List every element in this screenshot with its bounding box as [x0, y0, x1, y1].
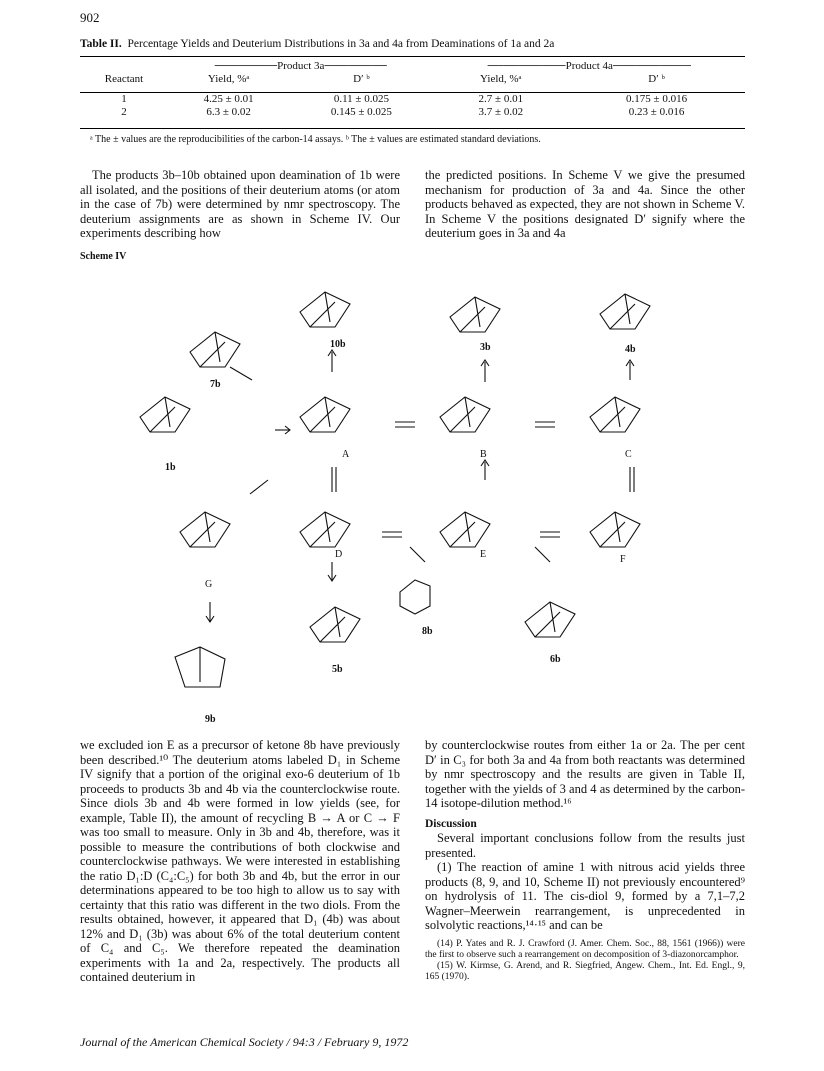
text-bottom-right: by counterclockwise routes from either 1a or 2a. The per cent D′ in C₃ for both 3a and 4a from both reactants was determined by nmr spectroscopy and the results are given in Table II, together with the yields of 3 and 4 as determined by the carbon-14 isotope-dilution method.¹⁶ Discussion Several important conclusions follow from the results just presented. (1) The reaction of amine 1 with nitrous acid yields three products (8, 9, and 10, Scheme II) not previously encountered⁹ on hydrolysis of 11. The cis-diol 9, formed by a 7,1–7,2 Wagner–Meerwein rearrangement, is unprecedented in solvolytic reactions,¹⁴·¹⁵ and can be (14) P. Yates and R. J. Crawford (J. Amer. Chem. Soc., 88, 1561 (1966)) were the first to observe such a rearrangement on decomposition of 3-diazonorcamphor. (15) W. Kirmse, G. Arend, and R. Siegfried, Angew. Chem., Int. Ed. Engl., 9, 165 (1970). [425, 738, 745, 982]
svg-text:F: F [620, 554, 626, 565]
svg-text:E: E [480, 549, 487, 560]
svg-text:10b: 10b [330, 339, 346, 350]
svg-text:B: B [480, 449, 487, 460]
table-footnote: ᵃ The ± values are the reproducibilities of the carbon-14 assays. ᵇ The ± values are estimated standard deviations. [90, 134, 541, 145]
journal-footer: Journal of the American Chemical Society / 94:3 / February 9, 1972 [80, 1035, 409, 1049]
text-bottom-left: we excluded ion E as a precursor of ketone 8b have previously been described.¹⁰ The deuterium atoms labeled D₁ in Scheme IV signify that a portion of the original exo-6 deuterium of 1b proceeds to products 3b and 4b via the counterclockwise route. Since diols 3b and 4b were formed in low yields (see, for example, Table II), the amount of recycling B → A or C → F was too small to measure. Only in 3b and 4b, therefore, was it possible to measure the contributions of both clockwise and counterclockwise pathways. We were interested in establishing the ratio D₁:D (C₄:C₅) for both 3b and 4b, but the error in our determinations appeared to be too high to allow us to say with certainty that this ratio was different in the two diols. From the results obtained, however, it appeared that D₁ (4b) was about 12% and D₁ (3b) was about 6% of the total deuterium content of C₄ and C₅. We therefore repeated the deamination experiments with 1a and 2a, respectively. The products all contained deuterium in [80, 738, 400, 984]
table-ii: ────────Product 3a──────── ──────────Product 4a────────── Reactant Yield, %ᵃ D′ ᵇ Yield, %ᵃ D′ ᵇ 1 4.25 ± 0.01 0.11 ± 0.025 2.7 ± 0.01 0.175 ± 0.016 2 6.3 ± 0.02 0.145 ± 0.025 3.7 ± 0.02 0.23 ± 0.016 [80, 60, 745, 119]
svg-text:1b: 1b [165, 462, 176, 473]
table-row: 1 4.25 ± 0.01 0.11 ± 0.025 2.7 ± 0.01 0.175 ± 0.016 [121, 93, 688, 105]
table-row: 2 6.3 ± 0.02 0.145 ± 0.025 3.7 ± 0.02 0.23 ± 0.016 [121, 106, 685, 118]
svg-text:9b: 9b [205, 714, 216, 725]
table-caption: Table II. Percentage Yields and Deuterium Distributions in 3a and 4a from Deaminations of 1a and 2a [80, 38, 555, 50]
svg-text:D: D [335, 549, 343, 560]
svg-text:7b: 7b [210, 379, 221, 390]
scheme-iv-diagram [80, 262, 750, 730]
svg-text:G: G [205, 579, 213, 590]
svg-text:C: C [625, 449, 632, 460]
discussion-heading: Discussion [425, 817, 477, 830]
text-top-left: The products 3b–10b obtained upon deamination of 1b were all isolated, and the positions of their deuterium atoms (or atom in the case of 7b) were determined by nmr spectroscopy. The deuterium assignments are as shown in Scheme IV. Our experiments describing how [80, 168, 400, 240]
svg-text:6b: 6b [550, 654, 561, 665]
scheme-label: Scheme IV [80, 251, 127, 262]
text-top-right: the predicted positions. In Scheme V we give the presumed mechanism for production of 3a and 4a. Since the other products behaved as expected, they are not shown in Scheme V. In Scheme V the positions designated D′ signify where the deuterium goes in 3a and 4a [425, 168, 745, 240]
svg-text:8b: 8b [422, 626, 433, 637]
svg-text:5b: 5b [332, 664, 343, 675]
svg-text:4b: 4b [625, 344, 636, 355]
svg-text:3b: 3b [480, 342, 491, 353]
references: (14) P. Yates and R. J. Crawford (J. Amer. Chem. Soc., 88, 1561 (1966)) were the first to observe such a rearrangement on decomposition of 3-diazonorcamphor. (15) W. Kirmse, G. Arend, and R. Siegfried, Angew. Chem., Int. Ed. Engl., 9, 165 (1970). [425, 938, 745, 982]
svg-text:A: A [342, 449, 350, 460]
page-number: 902 [80, 10, 100, 25]
